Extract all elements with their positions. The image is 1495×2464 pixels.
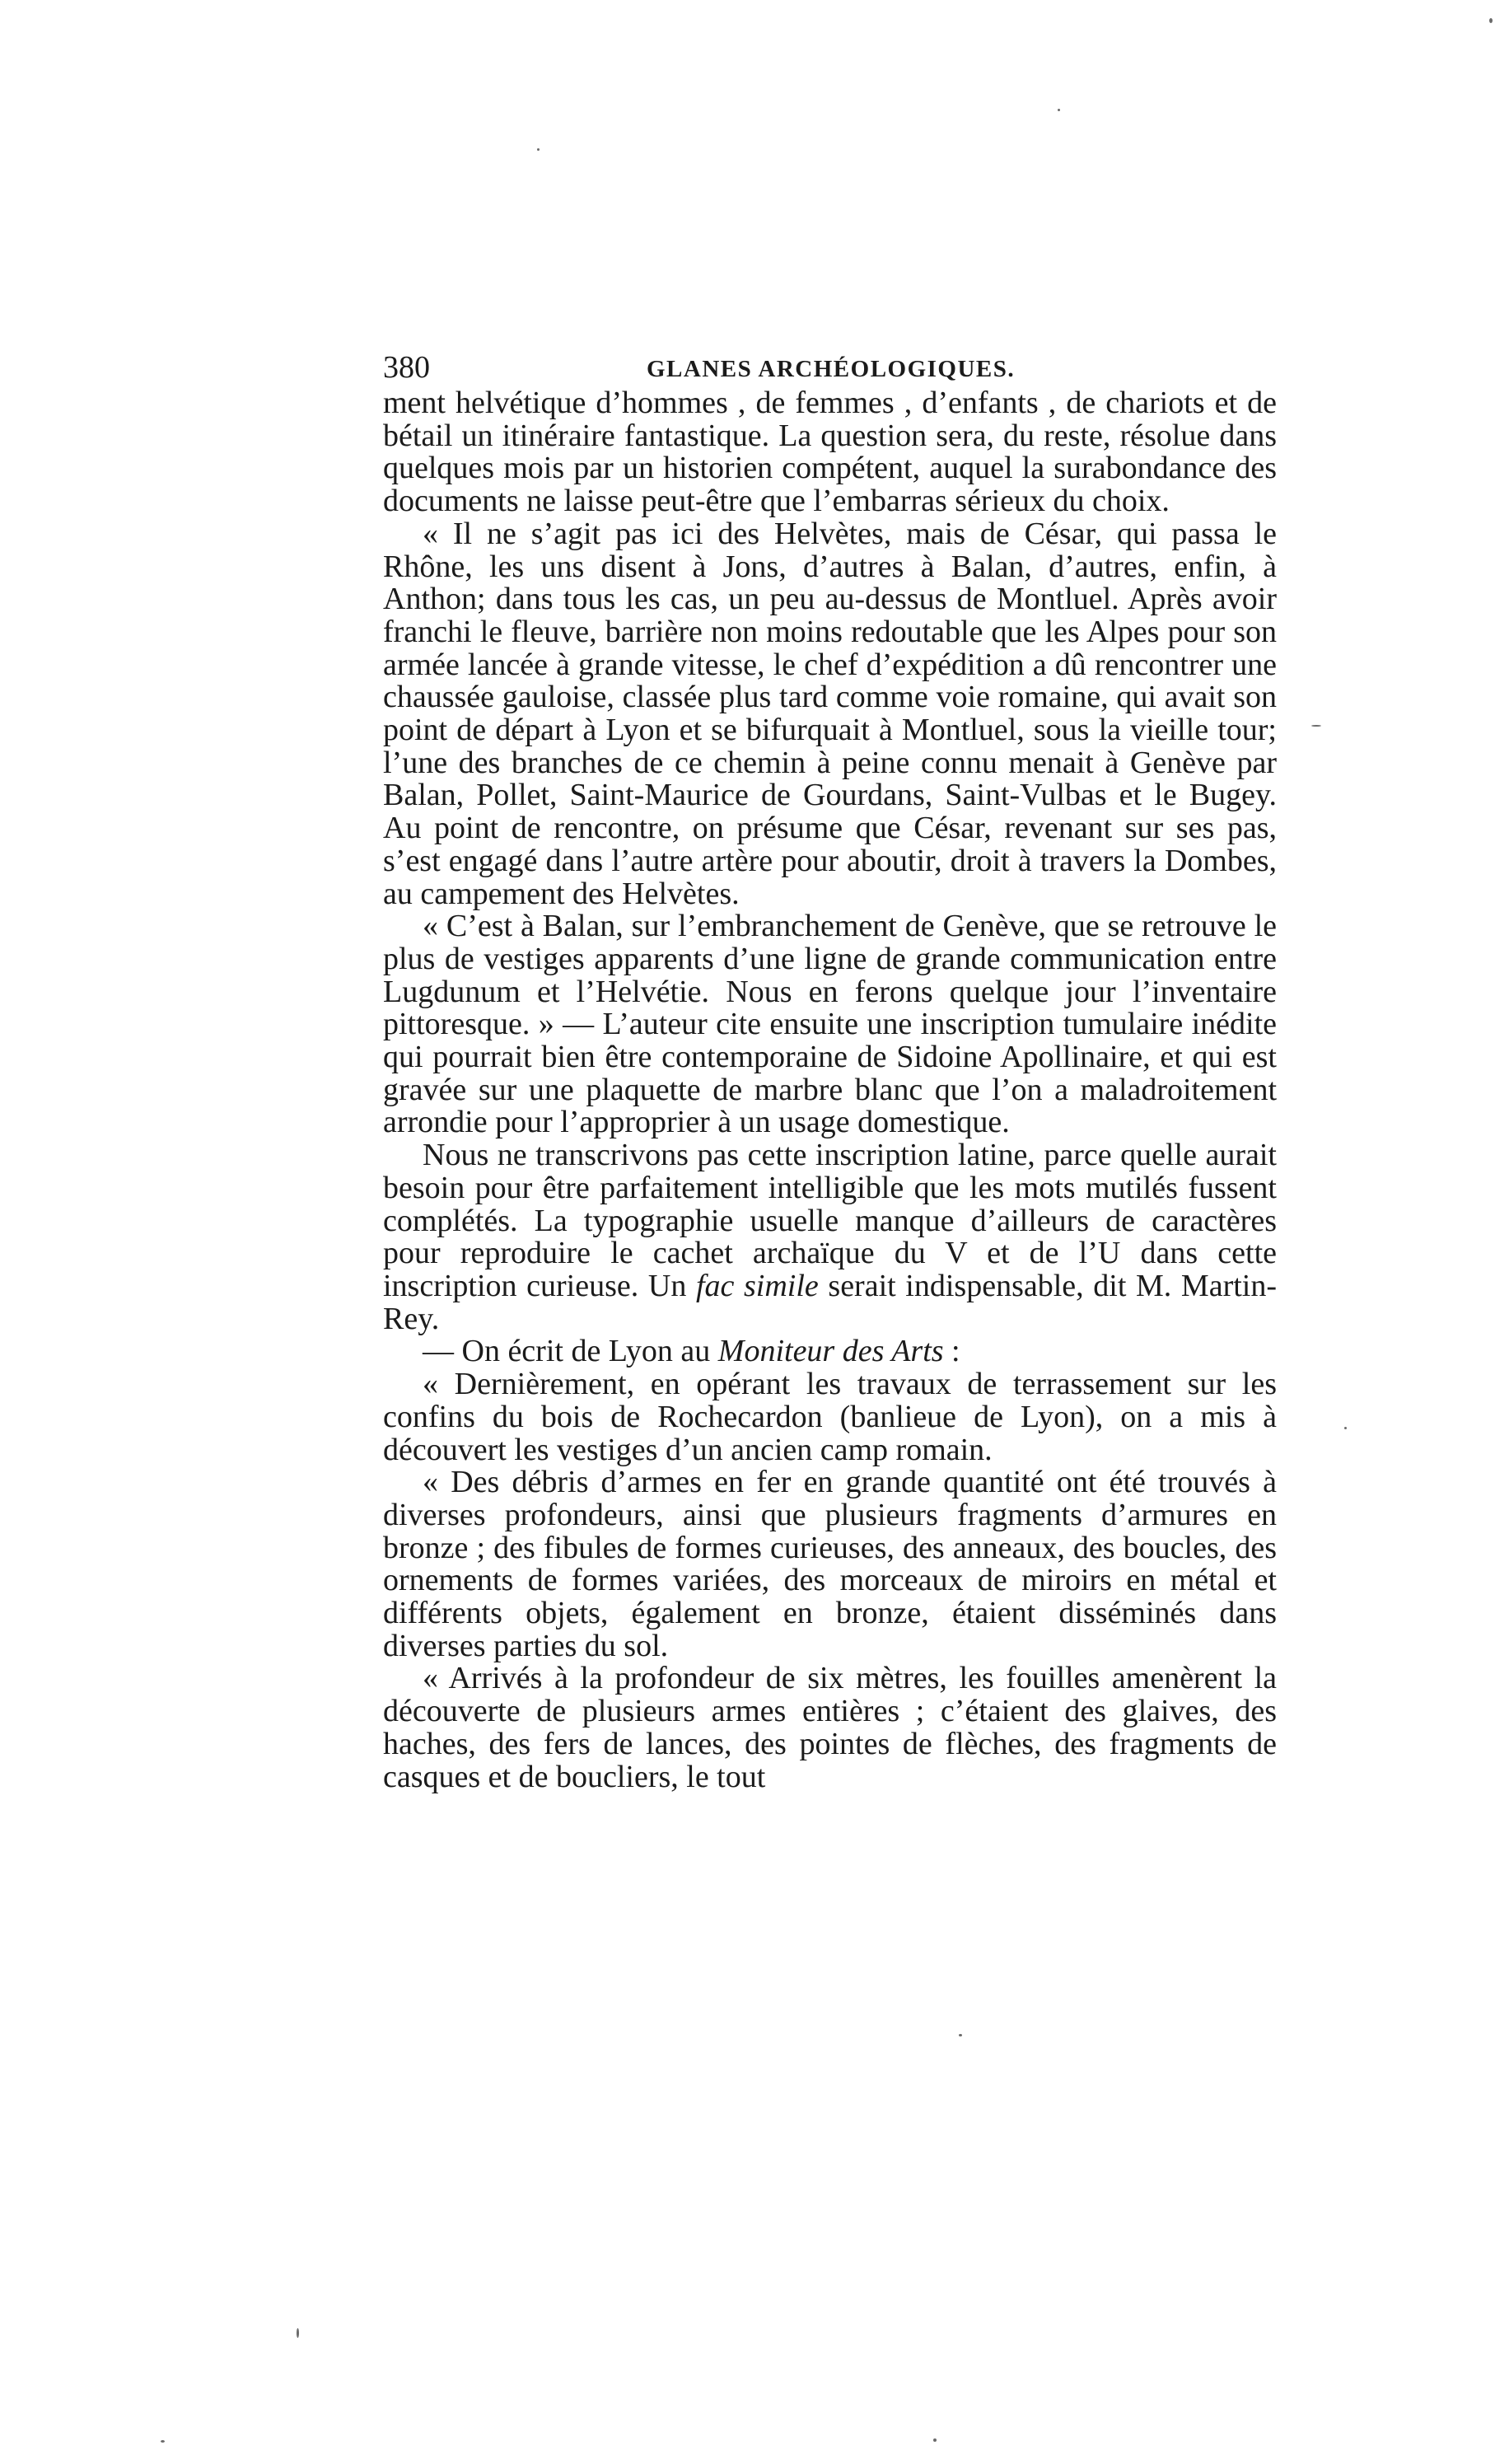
moniteur-emphasis: Moniteur des Arts [717,1334,944,1369]
paragraph-7: « Des débris d’armes en fer en grande quantité ont été trouvés à diverses profondeurs, ainsi que plusieurs fragments d’armures en bronze ; des fibules de formes curieuses, des anneaux, des boucles, des ornements de formes variées, des morceaux de miroirs en métal et différents objets, également en bronze, étaient disséminés dans diverses parties du sol. [383,1465,1277,1663]
moniteur-tail: : [943,1334,960,1369]
paragraph-1: ment helvétique d’hommes , de femmes , d’enfants , de chariots et de bétail un itinéraire fantastique. La question sera, du reste, résolue dans quelques mois par un historien compétent, auquel la surabondance des documents ne laisse peut-être que l’embarras sérieux du choix. [383,386,1277,519]
facsimile-emphasis: fac simile [695,1268,819,1303]
paper-speck [1058,109,1060,111]
paper-speck [297,2328,299,2338]
paragraph-4-body: Nous ne transcrivons pas cette inscription latine, parce quelle aurait besoin pour être parfaitement intelligible que les mots mutilés fussent complétés. La typographie usuelle manque d’ailleurs de caractères pour reproduire le cachet archaïque du V et de l’U dans cette inscription curieuse. [383,1138,1277,1303]
paper-speck [1344,1427,1347,1429]
paper-speck [1489,18,1493,23]
facsimile-tail: serait indispensable, dit M. Martin-Rey. [383,1268,1277,1336]
facsimile-lead: Un [647,1268,696,1303]
paragraph-2: « Il ne s’agit pas ici des Helvètes, mais de César, qui passa le Rhône, les uns disent à Jons, d’autres à Balan, d’autres, enfin, à Anthon; dans tous les cas, un peu au-dessus de Montluel. Après avoir franchi le fleuve, barrière non moins redoutable que les Alpes pour son armée lancée à grande vitesse, le chef d’expédition a dû rencontrer une chaussée gauloise, classée plus tard comme voie romaine, qui avait son point de départ à Lyon et se bifurquait à Montluel, sous la vieille tour; l’une des branches de ce chemin à peine connu menait à Genève par Balan, Pollet, Saint-Maurice de Gourdans, Saint-Vulbas et le Bugey. Au point de rencontre, on présume que César, revenant sur ses pas, s’est engagé dans l’autre artère pour aboutir, droit à travers la Dombes, au campement des Helvètes. [383,516,1277,911]
paper-speck [1311,725,1321,727]
running-head: GLANES ARCHÉOLOGIQUES. [647,356,1016,382]
paper-speck [161,2440,165,2443]
paragraph-5 [383,1335,1277,1368]
paragraph-3: « C’est à Balan, sur l’embranchement de Genève, que se retrouve le plus de vestiges apparents d’une ligne de grande communication entre Lugdunum et l’Helvétie. Nous en ferons quelque jour l’inventaire pittoresque. » — L’auteur cite ensuite une inscription tumulaire inédite qui pourrait bien être contemporaine de Sidoine Apollinaire, et qui est gravée sur une plaquette de marbre blanc que l’on a maladroitement arrondie pour l’approprier à un usage domestique. [383,909,1277,1140]
moniteur-lead: — On écrit de Lyon au [423,1334,718,1369]
paragraph-8: « Arrivés à la profondeur de six mètres, les fouilles amenèrent la découverte de plusieurs armes entières ; c’étaient des glaives, des haches, des fers de lances, des pointes de flèches, des fragments de casques et de boucliers, le tout [383,1661,1277,1794]
paragraph-6: « Dernièrement, en opérant les travaux de terrassement sur les confins du bois de Rochecardon (banlieue de Lyon), on a mis à découvert les vestiges d’un ancien camp romain. [383,1367,1277,1467]
paper-speck [959,2034,962,2036]
paper-speck [537,148,540,151]
body-text [383,387,1277,1793]
page-number: 380 [383,350,430,385]
paper-speck [933,2438,937,2442]
paragraph-4 [383,1139,1277,1335]
page-header [383,344,1277,390]
